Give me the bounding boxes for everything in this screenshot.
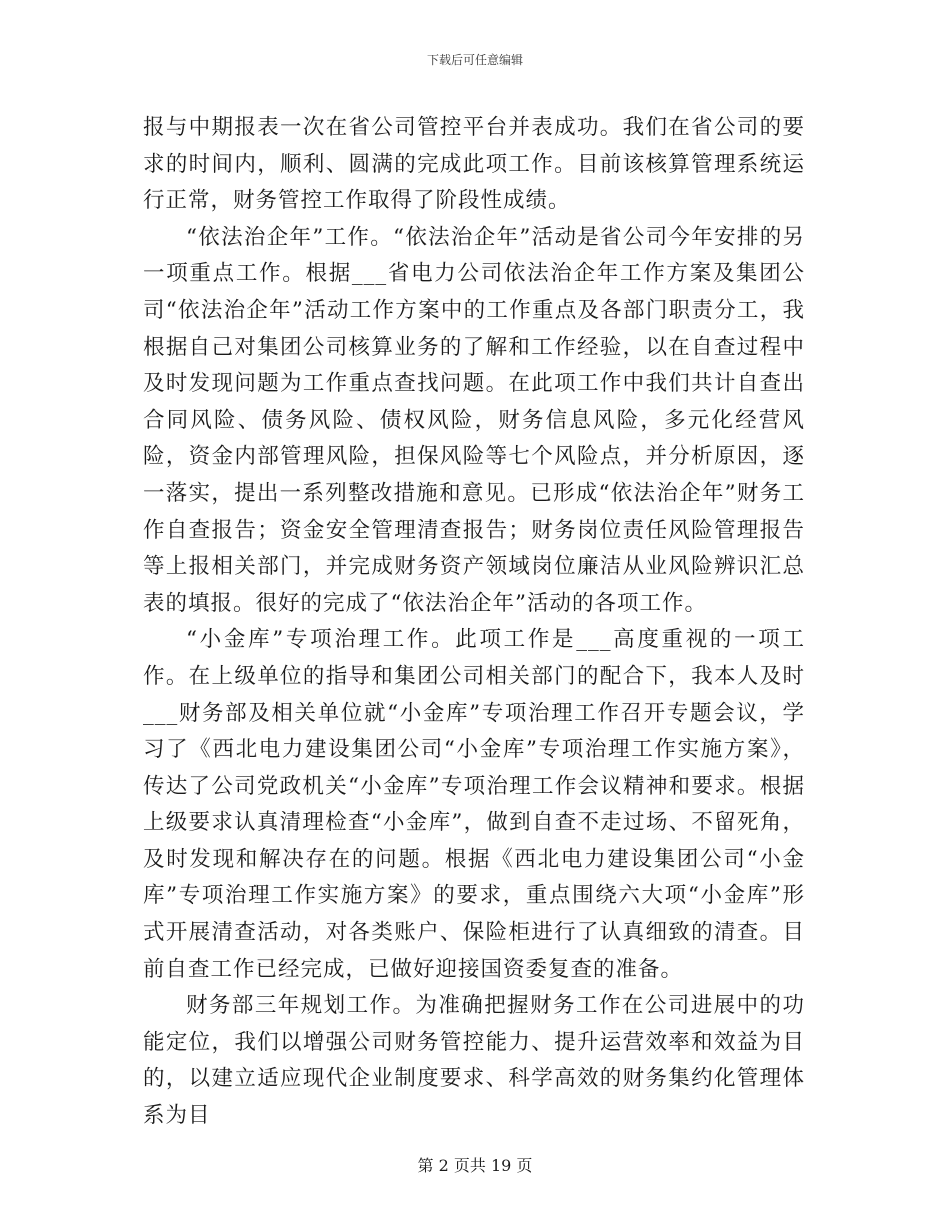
paragraph-1: 报与中期报表一次在省公司管控平台并表成功。我们在省公司的要求的时间内，顺利、圆满的完成此项工作。目前该核算管理系统运行正常，财务管控工作取得了阶段性成绩。 <box>143 115 805 214</box>
page-number: 第 2 页共 19 页 <box>417 1156 533 1175</box>
document-body <box>143 110 805 1135</box>
page-header: 下载后可任意编辑 <box>426 53 523 67</box>
paragraph-4: 财务部三年规划工作。为准确把握财务工作在公司进展中的功能定位，我们以增强公司财务管控能力、提升运营效率和效益为目的，以建立适应现代企业制度要求、科学高效的财务集约化管理体系为目 <box>143 993 805 1129</box>
paragraph-2: “依法治企年”工作。“依法治企年”活动是省公司今年安排的另一项重点工作。根据___省电力公司依法治企年工作方案及集团公司“依法治企年”活动工作方案中的工作重点及各部门职责分工，我根据自己对集团公司核算业务的了解和工作经验，以在自查过程中及时发现问题为工作重点查找问题。在此项工作中我们共计自查出合同风险、债务风险、债权风险，财务信息风险，多元化经营风险，资金内部管理风险，担保风险等七个风险点，并分析原因，逐一落实，提出一系列整改措施和意见。已形成“依法治企年”财务工作自查报告；资金安全管理清查报告；财务岗位责任风险管理报告等上报相关部门，并完成财务资产领域岗位廉洁从业风险辨识汇总表的填报。很好的完成了“依法治企年”活动的各项工作。 <box>143 224 805 616</box>
paragraph-3: “小金库”专项治理工作。此项工作是___高度重视的一项工作。在上级单位的指导和集团公司相关部门的配合下，我本人及时___财务部及相关单位就“小金库”专项治理工作召开专题会议，学习了《西北电力建设集团公司“小金库”专项治理工作实施方案》，传达了公司党政机关“小金库”专项治理工作会议精神和要求。根据上级要求认真清理检查“小金库”，做到自查不走过场、不留死角，及时发现和解决存在的问题。根据《西北电力建设集团公司“小金库”专项治理工作实施方案》的要求，重点围绕六大项“小金库”形式开展清查活动，对各类账户、保险柜进行了认真细致的清查。目前自查工作已经完成，已做好迎接国资委复查的准备。 <box>143 627 805 982</box>
